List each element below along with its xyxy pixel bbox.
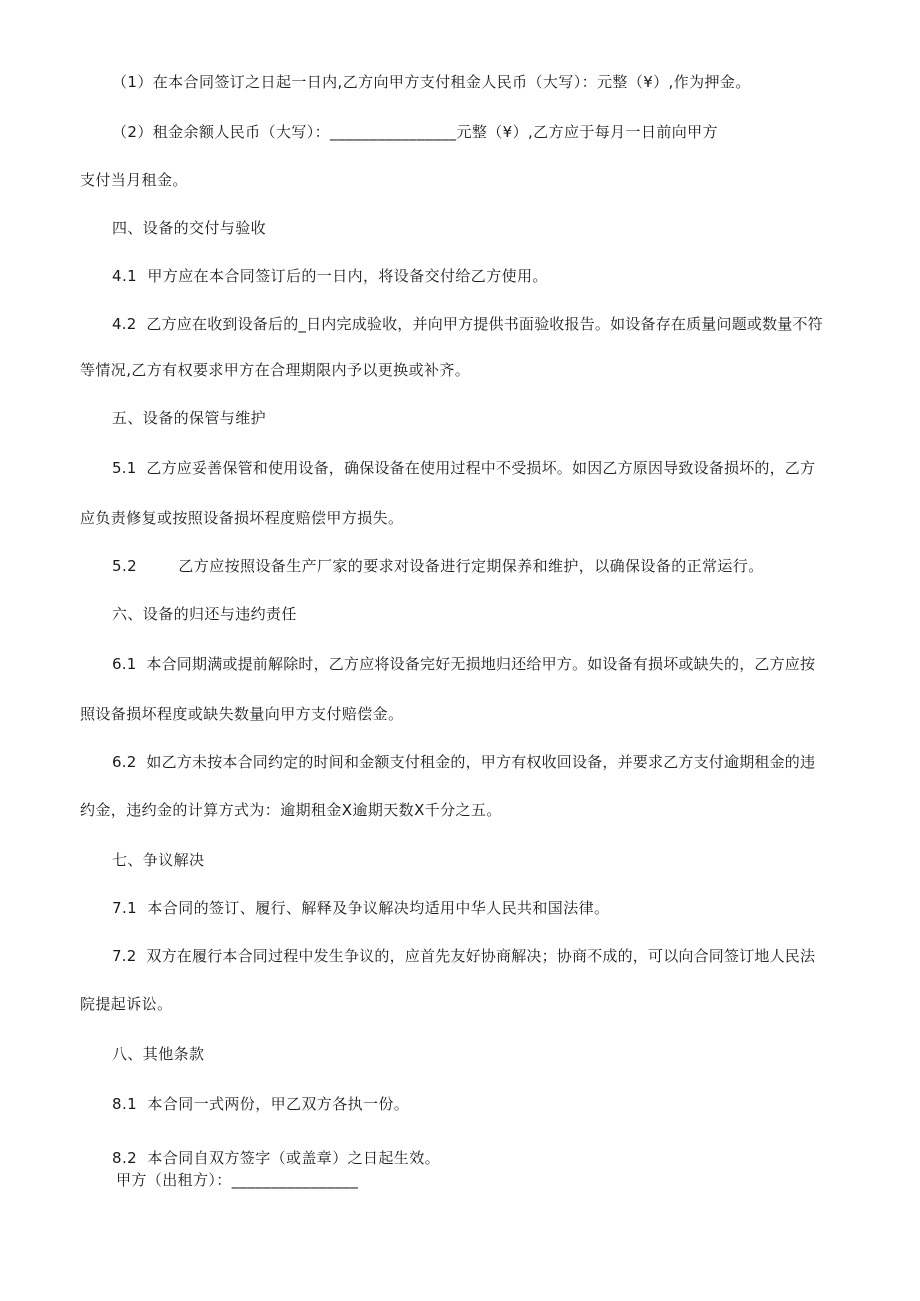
signature-lessor: 甲方（出租方）：________________ xyxy=(116,1171,359,1189)
clause-7-1: 7.1 本合同的签订、履行、解释及争议解决均适用中华人民共和国法律。 xyxy=(112,899,610,917)
section-heading-maintenance: 五、设备的保管与维护 xyxy=(112,409,267,427)
section-heading-return: 六、设备的归还与违约责任 xyxy=(112,605,297,623)
clause-6-1-cont: 照设备损坏程度或缺失数量向甲方支付赔偿金。 xyxy=(80,705,404,723)
clause-5-1-cont: 应负责修复或按照设备损坏程度赔偿甲方损失。 xyxy=(80,509,404,527)
clause-8-1: 8.1 本合同一式两份，甲乙双方各执一份。 xyxy=(112,1095,410,1113)
clause-6-2-cont: 约金，违约金的计算方式为：逾期租金X逾期天数X千分之五。 xyxy=(80,801,502,819)
clause-rent-balance: （2）租金余额人民币（大写）：________________元整（¥）,乙方应于每月一日前向甲方 xyxy=(112,123,718,141)
clause-deposit: （1）在本合同签订之日起一日内,乙方向甲方支付租金人民币（大写）：元整（¥）,作为押金。 xyxy=(112,73,751,91)
clause-6-2: 6.2 如乙方未按本合同约定的时间和金额支付租金的，甲方有权收回设备，并要求乙方支付逾期租金的违 xyxy=(112,753,816,771)
clause-4-1: 4.1 甲方应在本合同签订后的一日内，将设备交付给乙方使用。 xyxy=(112,267,548,285)
clause-4-2-cont: 等情况,乙方有权要求甲方在合理期限内予以更换或补齐。 xyxy=(80,361,471,379)
clause-7-2-cont: 院提起诉讼。 xyxy=(80,995,173,1013)
clause-4-2: 4.2 乙方应在收到设备后的_日内完成验收，并向甲方提供书面验收报告。如设备存在质量问题或数量不符 xyxy=(112,315,823,333)
clause-7-2: 7.2 双方在履行本合同过程中发生争议的，应首先友好协商解决；协商不成的，可以向合同签订地人民法 xyxy=(112,947,816,965)
section-heading-dispute: 七、争议解决 xyxy=(112,851,205,869)
clause-6-1: 6.1 本合同期满或提前解除时，乙方应将设备完好无损地归还给甲方。如设备有损坏或缺失的，乙方应按 xyxy=(112,655,816,673)
clause-5-1: 5.1 乙方应妥善保管和使用设备，确保设备在使用过程中不受损坏。如因乙方原因导致设备损坏的，乙方 xyxy=(112,459,816,477)
clause-8-2: 8.2 本合同自双方签字（或盖章）之日起生效。 xyxy=(112,1149,440,1167)
clause-5-2: 5.2 乙方应按照设备生产厂家的要求对设备进行定期保养和维护，以确保设备的正常运行。 xyxy=(112,557,764,575)
section-heading-delivery: 四、设备的交付与验收 xyxy=(112,219,267,237)
clause-rent-balance-cont: 支付当月租金。 xyxy=(80,171,188,189)
section-heading-other: 八、其他条款 xyxy=(112,1045,205,1063)
